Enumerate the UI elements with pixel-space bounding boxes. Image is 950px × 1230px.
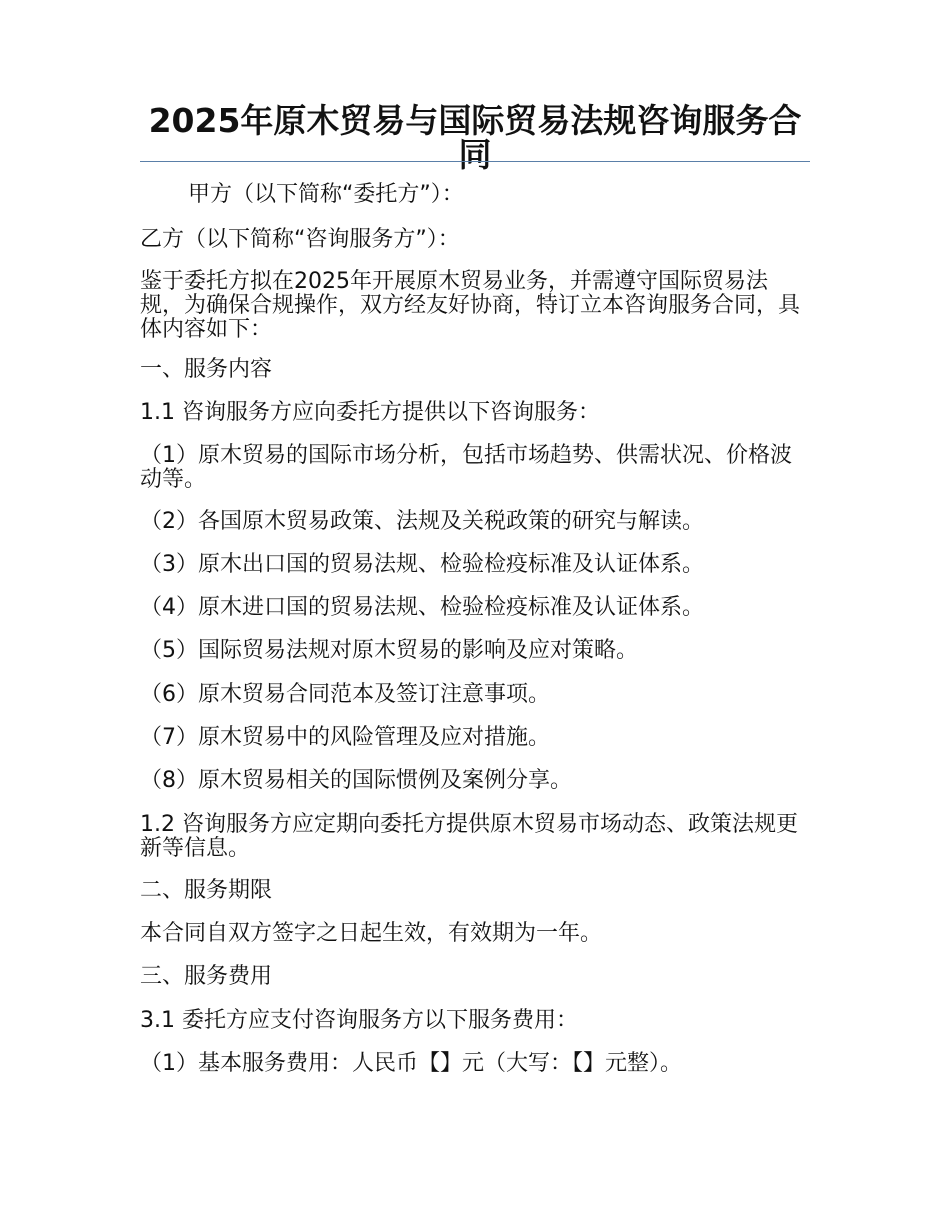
list-item: （4）原木进口国的贸易法规、检验检疫标准及认证体系。 — [140, 595, 704, 620]
list-item: （7）原木贸易中的风险管理及应对措施。 — [140, 725, 550, 750]
party-b-line: 乙方（以下简称“咨询服务方”）： — [140, 227, 460, 252]
section-heading: 三、服务费用 — [140, 964, 273, 989]
list-item: （8）原木贸易相关的国际惯例及案例分享。 — [140, 768, 572, 793]
list-item: （2）各国原木贸易政策、法规及关税政策的研究与解读。 — [140, 509, 704, 534]
list-item: （3）原木出口国的贸易法规、检验检疫标准及认证体系。 — [140, 552, 704, 577]
section-heading: 一、服务内容 — [140, 357, 273, 382]
clause-paragraph: 1.1 咨询服务方应向委托方提供以下咨询服务： — [140, 400, 600, 425]
clause-paragraph: 3.1 委托方应支付咨询服务方以下服务费用： — [140, 1008, 578, 1033]
preamble-paragraph: 鉴于委托方拟在2025年开展原木贸易业务，并需遵守国际贸易法规，为确保合规操作，双方经友好协商，特订立本咨询服务合同，具体内容如下： — [140, 269, 801, 342]
list-item: （1）原木贸易的国际市场分析，包括市场趋势、供需状况、价格波动等。 — [140, 443, 792, 492]
section-heading: 二、服务期限 — [140, 878, 273, 903]
list-item: （1）基本服务费用：人民币【】元（大写：【】元整）。 — [140, 1051, 682, 1076]
title-underline — [140, 161, 810, 162]
list-item: （6）原木贸易合同范本及签订注意事项。 — [140, 682, 550, 707]
document-title: 2025年原木贸易与国际贸易法规咨询服务合同 — [148, 101, 802, 174]
clause-paragraph: 本合同自双方签字之日起生效，有效期为一年。 — [140, 921, 603, 946]
clause-paragraph: 1.2 咨询服务方应定期向委托方提供原木贸易市场动态、政策法规更新等信息。 — [140, 812, 798, 861]
list-item: （5）国际贸易法规对原木贸易的影响及应对策略。 — [140, 638, 638, 663]
party-a-line: 甲方（以下简称“委托方”）： — [188, 182, 464, 207]
